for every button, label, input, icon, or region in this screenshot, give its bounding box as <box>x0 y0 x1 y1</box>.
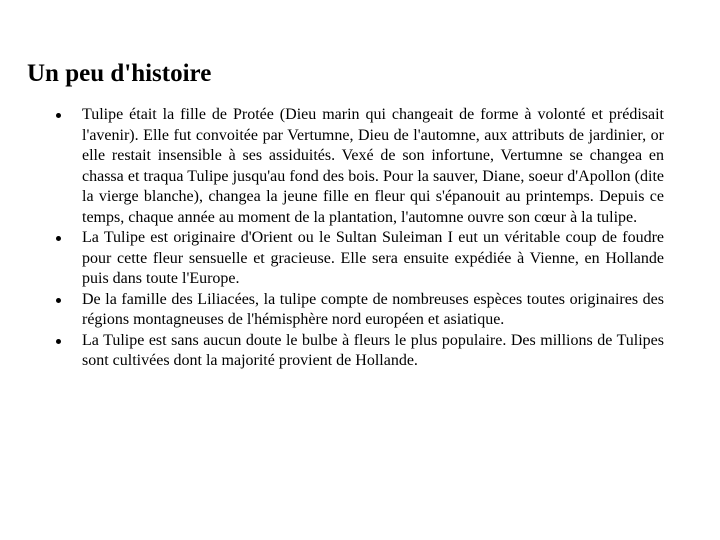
slide-title: Un peu d'histoire <box>27 60 212 87</box>
bullet-item-1 <box>56 105 664 228</box>
bullet-dot-icon <box>56 298 61 303</box>
bullet-item-4 <box>56 331 664 372</box>
bullet-dot-icon <box>56 113 61 118</box>
bullet-text: Tulipe était la fille de Protée (Dieu marin qui changeait de forme à volonté et prédisait l'avenir). Elle fut convoitée par Vertumne, Dieu de l'automne, aux attributs de jardinier, or elle restait insensible à ses assiduités. Vexé de son infortune, Vertumne se changea en chassa et traqua Tulipe jusqu'au fond des bois. Pour la sauver, Diane, soeur d'Apollon (dite la vierge blanche), changea la jeune fille en fleur qui s'épanouit au printemps. Depuis ce temps, chaque année au moment de la plantation, l'automne ouvre son cœur à la tulipe. <box>82 106 664 226</box>
bullet-item-3 <box>56 290 664 331</box>
bullet-list <box>56 105 664 372</box>
bullet-dot-icon <box>56 339 61 344</box>
bullet-text: De la famille des Liliacées, la tulipe compte de nombreuses espèces toutes originaires des régions montagneuses de l'hémisphère nord européen et asiatique. <box>82 290 664 328</box>
bullet-text: La Tulipe est sans aucun doute le bulbe à fleurs le plus populaire. Des millions de Tulipes sont cultivées dont la majorité provient de Hollande. <box>82 331 664 369</box>
bullet-item-2 <box>56 228 664 290</box>
bullet-text: La Tulipe est originaire d'Orient ou le Sultan Suleiman I eut un véritable coup de foudre pour cette fleur sensuelle et gracieuse. Elle sera ensuite expédiée à Vienne, en Hollande puis dans toute l'Europe. <box>82 229 664 287</box>
bullet-dot-icon <box>56 236 61 241</box>
